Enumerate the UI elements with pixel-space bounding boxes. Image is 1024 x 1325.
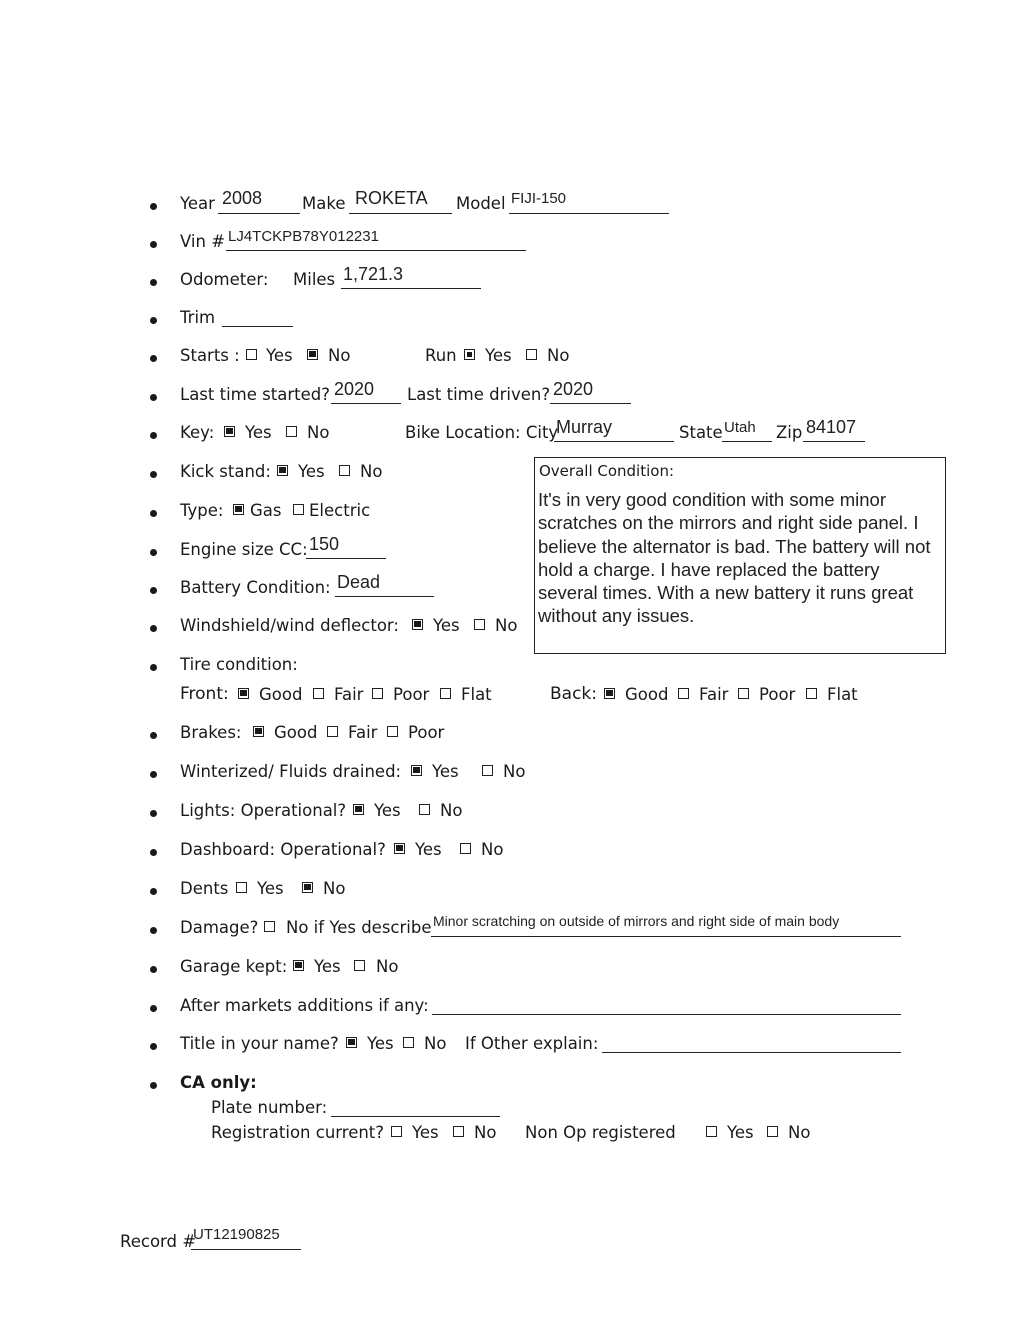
- windshield-no-label: No: [495, 616, 518, 635]
- lights-no-checkbox[interactable]: [419, 804, 430, 815]
- key-no-checkbox[interactable]: [286, 426, 297, 437]
- year-label: Year: [180, 194, 215, 213]
- brakes-fair-label: Fair: [348, 723, 378, 742]
- if-other-line[interactable]: [602, 1052, 901, 1053]
- brakes-good-label: Good: [274, 723, 318, 742]
- front-poor-checkbox[interactable]: [372, 688, 383, 699]
- miles-value[interactable]: 1,721.3: [343, 264, 404, 284]
- make-value[interactable]: ROKETA: [355, 188, 428, 208]
- front-fair-label: Fair: [334, 685, 364, 704]
- damage-no-checkbox[interactable]: [264, 921, 275, 932]
- tire-front-label: Front:: [180, 684, 229, 704]
- registration-row: [0, 1122, 1024, 1152]
- kick-stand-no-label: No: [360, 462, 383, 481]
- type-gas-checkbox[interactable]: [233, 504, 244, 515]
- dashboard-row: [0, 839, 1024, 869]
- key-yes-label: Yes: [245, 423, 272, 442]
- back-flat-label: Flat: [827, 685, 858, 704]
- windshield-label: Windshield/wind deflector:: [180, 616, 399, 635]
- ca-only-label: CA only:: [180, 1073, 257, 1092]
- starts-no-label: No: [328, 346, 351, 365]
- bullet: [150, 317, 157, 324]
- run-label: Run: [425, 346, 457, 365]
- damage-label: Damage?: [180, 918, 259, 937]
- registration-yes-label: Yes: [412, 1123, 439, 1142]
- tire-front-back-row: [0, 684, 1024, 714]
- kick-stand-no-checkbox[interactable]: [339, 465, 350, 476]
- starts-yes-checkbox[interactable]: [246, 349, 257, 360]
- title-no-checkbox[interactable]: [403, 1037, 414, 1048]
- last-driven-label: Last time driven?: [407, 385, 551, 404]
- overall-condition-text[interactable]: It's in very good condition with some minor scratches on the mirrors and right side panel. I believe the alternator is bad. The battery will not hold a charge. I have replaced the battery several times. With a new battery it runs great without any issues.: [538, 489, 931, 627]
- type-gas-label: Gas: [250, 501, 282, 520]
- front-flat-checkbox[interactable]: [440, 688, 451, 699]
- state-line: [722, 441, 772, 442]
- after-markets-row: [0, 995, 1024, 1025]
- key-location-row: [0, 417, 1024, 452]
- starts-yes-label: Yes: [266, 346, 293, 365]
- bullet: [150, 394, 157, 401]
- last-started-row: [0, 379, 1024, 414]
- tire-condition-label: Tire condition:: [180, 655, 298, 674]
- key-no-label: No: [307, 423, 330, 442]
- non-op-yes-checkbox[interactable]: [706, 1126, 717, 1137]
- windshield-yes-label: Yes: [433, 616, 460, 635]
- vin-value[interactable]: LJ4TCKPB78Y012231: [228, 228, 379, 245]
- winterized-yes-label: Yes: [432, 762, 459, 781]
- run-no-label: No: [547, 346, 570, 365]
- dashboard-yes-checkbox[interactable]: [394, 843, 405, 854]
- windshield-yes-checkbox[interactable]: [412, 619, 423, 630]
- title-no-label: No: [424, 1034, 447, 1053]
- dashboard-label: Dashboard: Operational?: [180, 840, 386, 859]
- bullet: [150, 510, 157, 517]
- winterized-row: [0, 761, 1024, 791]
- lights-row: [0, 800, 1024, 830]
- lights-yes-checkbox[interactable]: [353, 804, 364, 815]
- if-other-label: If Other explain:: [465, 1034, 599, 1053]
- vin-label: Vin #: [180, 232, 226, 251]
- windshield-no-checkbox[interactable]: [474, 619, 485, 630]
- year-line: [218, 213, 300, 214]
- non-op-yes-label: Yes: [727, 1123, 754, 1142]
- garage-kept-label: Garage kept:: [180, 957, 288, 976]
- brakes-row: [0, 722, 1024, 752]
- back-poor-checkbox[interactable]: [738, 688, 749, 699]
- engine-size-value[interactable]: 150: [309, 534, 340, 554]
- zip-label: Zip: [776, 423, 803, 442]
- run-no-checkbox[interactable]: [526, 349, 537, 360]
- city-value[interactable]: Murray: [556, 417, 613, 437]
- lights-no-label: No: [440, 801, 463, 820]
- bullet: [150, 279, 157, 286]
- dents-no-label: No: [323, 879, 346, 898]
- vin-line: [226, 250, 526, 251]
- windshield-row: [0, 615, 1024, 645]
- bullet: [150, 966, 157, 973]
- model-value[interactable]: FIJI-150: [511, 190, 567, 207]
- type-electric-checkbox[interactable]: [293, 504, 304, 515]
- run-yes-checkbox[interactable]: [464, 349, 475, 360]
- title-yes-checkbox[interactable]: [346, 1037, 357, 1048]
- starts-no-checkbox[interactable]: [307, 349, 318, 360]
- battery-value[interactable]: Dead: [337, 572, 381, 592]
- winterized-yes-checkbox[interactable]: [411, 765, 422, 776]
- title-name-row: [0, 1033, 1024, 1063]
- key-label: Key:: [180, 423, 215, 442]
- starts-run-row: [0, 345, 1024, 375]
- zip-line: [803, 441, 865, 442]
- bullet: [150, 203, 157, 210]
- year-make-model-row: [0, 188, 1024, 223]
- bullet: [150, 432, 157, 439]
- trim-row: [0, 307, 1024, 337]
- state-label: State: [679, 423, 723, 442]
- registration-no-label: No: [474, 1123, 497, 1142]
- after-markets-line[interactable]: [432, 1014, 901, 1015]
- last-driven-value[interactable]: 2020: [553, 379, 594, 399]
- zip-value[interactable]: 84107: [806, 417, 857, 437]
- engine-size-line: [306, 558, 386, 559]
- odometer-label: Odometer:: [180, 270, 269, 289]
- trim-label: Trim: [180, 308, 216, 327]
- registration-no-checkbox[interactable]: [453, 1126, 464, 1137]
- engine-size-label: Engine size CC:: [180, 540, 308, 559]
- last-driven-line: [550, 403, 631, 404]
- engine-size-row: [0, 534, 1024, 569]
- brakes-fair-checkbox[interactable]: [327, 726, 338, 737]
- garage-kept-no-label: No: [376, 957, 399, 976]
- dents-label: Dents: [180, 879, 229, 898]
- starts-label: Starts :: [180, 346, 240, 365]
- bullet: [150, 625, 157, 632]
- overall-condition-title: Overall Condition:: [539, 462, 675, 480]
- garage-kept-yes-checkbox[interactable]: [293, 960, 304, 971]
- brakes-poor-label: Poor: [408, 723, 445, 742]
- bullet: [150, 927, 157, 934]
- record-line: [191, 1249, 301, 1250]
- kick-stand-label: Kick stand:: [180, 462, 271, 481]
- make-label: Make: [302, 194, 346, 213]
- garage-kept-yes-label: Yes: [314, 957, 341, 976]
- garage-kept-row: [0, 956, 1024, 986]
- back-poor-label: Poor: [759, 685, 796, 704]
- bullet: [150, 888, 157, 895]
- registration-current-label: Registration current?: [211, 1123, 385, 1142]
- last-started-label: Last time started?: [180, 385, 330, 404]
- registration-yes-checkbox[interactable]: [391, 1126, 402, 1137]
- damage-description-value[interactable]: Minor scratching on outside of mirrors and right side of main body: [433, 913, 840, 929]
- last-started-line: [331, 403, 401, 404]
- damage-row: [0, 913, 1024, 947]
- damage-description-line: [431, 936, 901, 937]
- winterized-no-label: No: [503, 762, 526, 781]
- brakes-label: Brakes:: [180, 723, 242, 742]
- miles-line: [341, 288, 481, 289]
- record-row: [0, 1226, 1024, 1261]
- bullet: [150, 587, 157, 594]
- battery-label: Battery Condition:: [180, 578, 331, 597]
- damage-no-if-yes-label: No if Yes describe: [286, 918, 432, 937]
- tire-back-label: Back:: [550, 684, 597, 704]
- state-value[interactable]: Utah: [724, 419, 756, 436]
- bullet: [150, 810, 157, 817]
- last-started-value[interactable]: 2020: [334, 379, 375, 399]
- battery-line: [335, 596, 434, 597]
- type-electric-label: Electric: [309, 501, 371, 520]
- winterized-label: Winterized/ Fluids drained:: [180, 762, 402, 781]
- back-fair-label: Fair: [699, 685, 729, 704]
- year-value[interactable]: 2008: [222, 188, 263, 208]
- model-line: [509, 213, 669, 214]
- kick-stand-yes-checkbox[interactable]: [277, 465, 288, 476]
- bullet: [150, 1043, 157, 1050]
- plate-number-label: Plate number:: [211, 1098, 328, 1117]
- dents-row: [0, 878, 1024, 908]
- non-op-label: Non Op registered: [525, 1123, 676, 1142]
- bullet: [150, 1005, 157, 1012]
- lights-label: Lights: Operational?: [180, 801, 347, 820]
- front-flat-label: Flat: [461, 685, 492, 704]
- type-row: [0, 500, 1024, 530]
- bullet: [150, 771, 157, 778]
- after-markets-label: After markets additions if any:: [180, 996, 429, 1015]
- bullet: [150, 471, 157, 478]
- back-fair-checkbox[interactable]: [678, 688, 689, 699]
- lights-yes-label: Yes: [374, 801, 401, 820]
- dashboard-no-checkbox[interactable]: [460, 843, 471, 854]
- title-yes-label: Yes: [367, 1034, 394, 1053]
- bike-location-label: Bike Location: City: [405, 423, 559, 442]
- type-label: Type:: [180, 501, 224, 520]
- miles-label: Miles: [293, 270, 336, 289]
- run-yes-label: Yes: [485, 346, 512, 365]
- front-good-checkbox[interactable]: [238, 688, 249, 699]
- non-op-no-label: No: [788, 1123, 811, 1142]
- plate-number-line[interactable]: [331, 1116, 500, 1117]
- front-fair-checkbox[interactable]: [313, 688, 324, 699]
- bullet: [150, 355, 157, 362]
- make-line: [349, 213, 452, 214]
- bullet: [150, 1082, 157, 1089]
- bullet: [150, 664, 157, 671]
- odometer-row: [0, 264, 1024, 299]
- trim-line[interactable]: [222, 326, 293, 327]
- dents-yes-checkbox[interactable]: [236, 882, 247, 893]
- key-yes-checkbox[interactable]: [224, 426, 235, 437]
- bullet: [150, 549, 157, 556]
- garage-kept-no-checkbox[interactable]: [354, 960, 365, 971]
- dashboard-yes-label: Yes: [415, 840, 442, 859]
- title-name-label: Title in your name?: [180, 1034, 339, 1053]
- brakes-good-checkbox[interactable]: [253, 726, 264, 737]
- back-flat-checkbox[interactable]: [806, 688, 817, 699]
- vin-row: [0, 228, 1024, 261]
- record-value[interactable]: UT12190825: [193, 1226, 280, 1243]
- dents-yes-label: Yes: [257, 879, 284, 898]
- bullet: [150, 849, 157, 856]
- back-good-label: Good: [625, 685, 669, 704]
- back-good-checkbox[interactable]: [604, 688, 615, 699]
- non-op-no-checkbox[interactable]: [767, 1126, 778, 1137]
- city-line: [554, 441, 674, 442]
- winterized-no-checkbox[interactable]: [482, 765, 493, 776]
- kick-stand-yes-label: Yes: [298, 462, 325, 481]
- bullet: [150, 732, 157, 739]
- tire-condition-row: [0, 654, 1024, 684]
- bullet: [150, 241, 157, 248]
- brakes-poor-checkbox[interactable]: [387, 726, 398, 737]
- dents-no-checkbox[interactable]: [302, 882, 313, 893]
- front-poor-label: Poor: [393, 685, 430, 704]
- dashboard-no-label: No: [481, 840, 504, 859]
- battery-row: [0, 572, 1024, 607]
- record-label: Record #: [120, 1232, 197, 1251]
- front-good-label: Good: [259, 685, 303, 704]
- model-label: Model: [456, 194, 506, 213]
